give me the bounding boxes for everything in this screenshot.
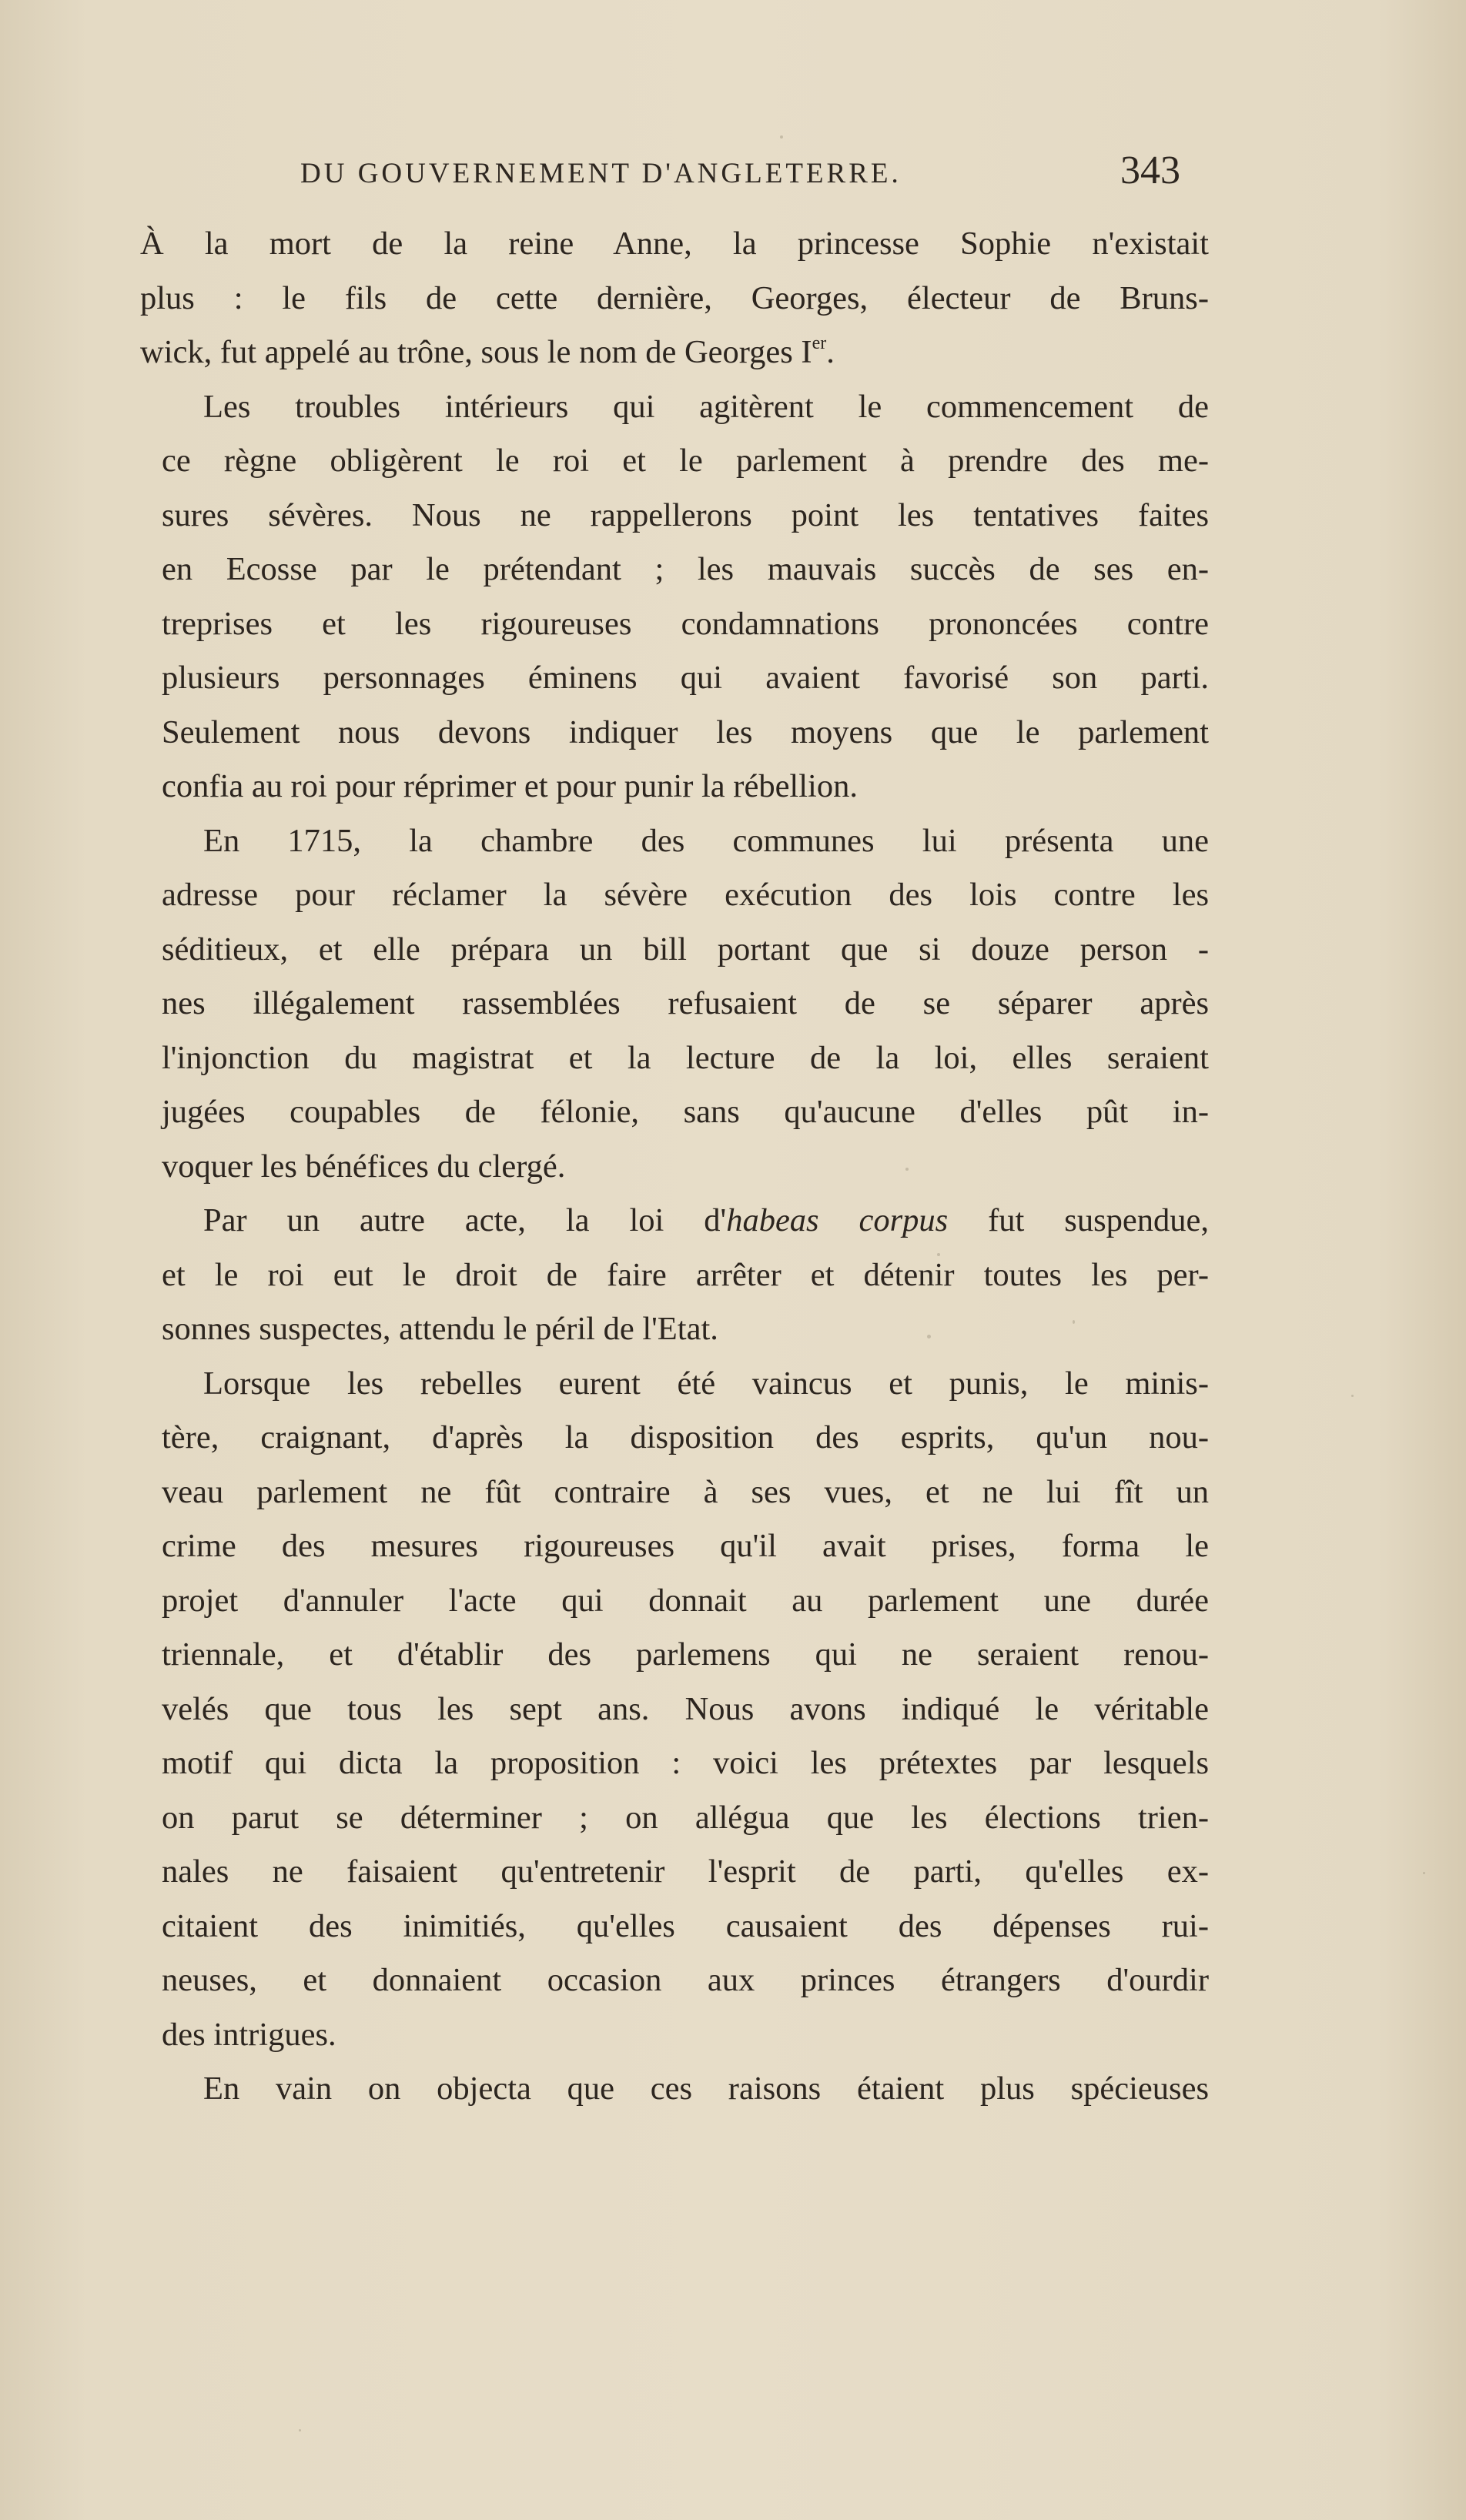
text-line: motif qui dicta la proposition : voici les prétextes par lesquels bbox=[162, 1745, 1209, 1781]
running-header bbox=[0, 148, 1466, 202]
text-line: En 1715, la chambre des communes lui présenta une bbox=[203, 822, 1209, 859]
text-line: ce règne obligèrent le roi et le parlement à prendre des me- bbox=[162, 443, 1209, 479]
text-line: des intrigues. bbox=[162, 2016, 336, 2053]
superscript: er bbox=[812, 333, 827, 353]
text-line: plusieurs personnages éminens qui avaient favorisé son parti. bbox=[162, 660, 1209, 696]
text-line: et le roi eut le droit de faire arrêter et détenir toutes les per- bbox=[162, 1256, 1209, 1293]
text-line: treprises et les rigoureuses condamnations prononcées contre bbox=[162, 605, 1209, 642]
paragraph-1 bbox=[115, 217, 1209, 380]
text-line: sures sévères. Nous ne rappellerons point les tentatives faites bbox=[162, 496, 1209, 533]
paper-speck bbox=[780, 135, 783, 139]
text-line: velés que tous les sept ans. Nous avons indiqué le véritable bbox=[162, 1690, 1209, 1727]
text-line: nes illégalement rassemblées refusaient de se séparer après bbox=[162, 985, 1209, 1021]
running-title: DU GOUVERNEMENT D'ANGLETERRE. bbox=[300, 158, 902, 189]
page-number: 343 bbox=[1120, 149, 1180, 192]
text-line: tère, craignant, d'après la disposition des esprits, qu'un nou- bbox=[162, 1419, 1209, 1456]
italic-term: habeas corpus bbox=[726, 1202, 949, 1238]
paper-speck bbox=[299, 2429, 301, 2431]
text-line: jugées coupables de félonie, sans qu'aucune d'elles pût in- bbox=[162, 1094, 1209, 1130]
text-line: projet d'annuler l'acte qui donnait au parlement une durée bbox=[162, 1582, 1209, 1619]
text-line: Lorsque les rebelles eurent été vaincus et punis, le minis- bbox=[203, 1365, 1209, 1402]
text-fragment: fut suspendue, bbox=[948, 1202, 1209, 1238]
paragraph-5 bbox=[115, 1357, 1209, 2063]
body-text bbox=[115, 217, 1209, 2117]
paper-speck bbox=[1351, 1395, 1354, 1397]
text-line: neuses, et donnaient occasion aux princes étrangers d'ourdir bbox=[162, 1962, 1209, 1998]
text-line: crime des mesures rigoureuses qu'il avait prises, forma le bbox=[162, 1528, 1209, 1564]
text-line: En vain on objecta que ces raisons étaient plus spécieuses bbox=[203, 2070, 1209, 2107]
text-line: À la mort de la reine Anne, la princesse Sophie n'existait bbox=[140, 226, 1209, 262]
text-line: nales ne faisaient qu'entretenir l'esprit de parti, qu'elles ex- bbox=[162, 1853, 1209, 1890]
text-line: séditieux, et elle prépara un bill portant que si douze person - bbox=[162, 931, 1209, 968]
paragraph-3 bbox=[115, 814, 1209, 1195]
text-line: plus : le fils de cette dernière, Georges, électeur de Bruns- bbox=[140, 279, 1209, 316]
paragraph-2 bbox=[115, 380, 1209, 814]
text-line bbox=[115, 1194, 1209, 1248]
paper-speck bbox=[1423, 1872, 1425, 1874]
text-line: on parut se déterminer ; on allégua que les élections trien- bbox=[162, 1799, 1209, 1836]
text-line: sonnes suspectes, attendu le péril de l'Etat. bbox=[162, 1311, 718, 1347]
text-line: Les troubles intérieurs qui agitèrent le commencement de bbox=[203, 388, 1209, 425]
text-line-main: wick, fut appelé au trône, sous le nom de Georges I bbox=[140, 334, 812, 370]
text-line-punct: . bbox=[826, 334, 835, 370]
text-fragment: Par un autre acte, la loi d' bbox=[203, 1202, 727, 1238]
text-line bbox=[115, 326, 1209, 380]
text-line: confia au roi pour réprimer et pour punir la rébellion. bbox=[162, 768, 858, 804]
text-line: citaient des inimitiés, qu'elles causaient des dépenses rui- bbox=[162, 1907, 1209, 1944]
paragraph-6 bbox=[115, 2062, 1209, 2117]
text-line: en Ecosse par le prétendant ; les mauvais succès de ses en- bbox=[162, 551, 1209, 587]
text-line: voquer les bénéfices du clergé. bbox=[162, 1148, 566, 1185]
text-line: veau parlement ne fût contraire à ses vues, et ne lui fît un bbox=[162, 1473, 1209, 1510]
text-line: adresse pour réclamer la sévère exécution des lois contre les bbox=[162, 877, 1209, 913]
text-line: Seulement nous devons indiquer les moyens que le parlement bbox=[162, 714, 1209, 750]
paragraph-4 bbox=[115, 1194, 1209, 1357]
text-line: l'injonction du magistrat et la lecture de la loi, elles seraient bbox=[162, 1039, 1209, 1076]
text-line: triennale, et d'établir des parlemens qui ne seraient renou- bbox=[162, 1636, 1209, 1673]
